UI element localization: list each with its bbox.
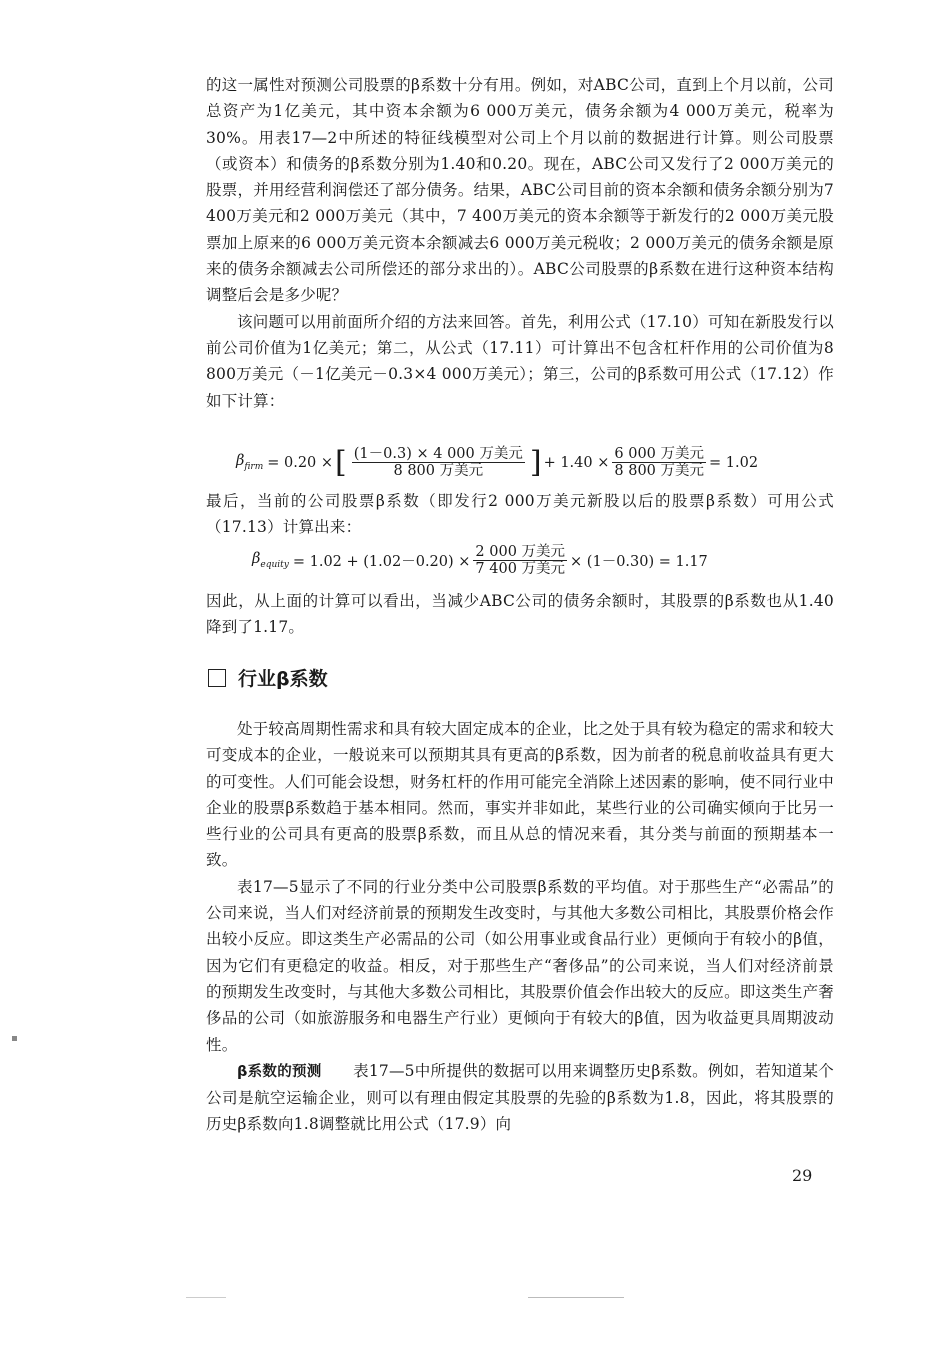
fraction-debt-equity [473,544,567,577]
paragraph-2: 该问题可以用前面所介绍的方法来回答。首先，利用公式（17.10）可知在新股发行以前公司价值为1亿美元；第二，从公式（17.11）可计算出不包含杠杆作用的公司价值为8 800万美元（－1亿美元－0.3×4 000万美元）；第三，公司的β系数可用公式（17.12）作如下计算： [206,312,834,410]
equation-term-a: = 1.02 + (1.02－0.20) × [292,554,471,570]
paragraph-1: 的这一属性对预测公司股票的β系数十分有用。例如，对ABC公司，直到上个月以前，公司总资产为1亿美元，其中资本余额为6 000万美元，债务余额为4 000万美元，税率为30%。用表17—2中所述的特征线模型对公司上个月以前的数据进行计算。则公司股票（或资本）和债务的β系数分别为1.40和0.20。现在，ABC公司又发行了2 000万美元的股票，并用经营利润偿还了部分债务。结果，ABC公司目前的资本余额和债务余额分别为7 400万美元和2 000万美元（其中，7 400万美元的资本余额等于新发行的2 000万美元股票加上原来的6 000万美元资本余额减去6 000万美元税收；2 000万美元的债务余额是原来的债务余额减去公司所偿还的部分求出的）。ABC公司股票的β系数在进行这种资本结构调整后会是多少呢？ [206,76,834,305]
paragraph-5: 处于较高周期性需求和具有较大固定成本的企业，比之处于具有较为稳定的需求和较大可变成本的企业，一般说来可以预期其具有更高的β系数，因为前者的税息前收益具有更大的可变性。人们可能会设想，财务杠杆的作用可能完全消除上述因素的影响，使不同行业中企业的股票β系数趋于基本相同。然而，事实并非如此，某些行业的公司确实倾向于比另一些行业的公司具有更高的股票β系数，而且从总的情况来看，其分类与前面的预期基本一致。 [206,720,835,870]
paragraph-6: 表17—5显示了不同的行业分类中公司股票β系数的平均值。对于那些生产“必需品”的公司来说，当人们对经济前景的预期发生改变时，与其他大多数公司相比，其股票价格会作出较小反应。即这类生产必需品的公司（如公用事业或食品行业）更倾向于有较小的β值，因为它们有更稳定的收益。相反，对于那些生产“奢侈品”的公司来说，当人们对经济前景的预期发生改变时，与其他大多数公司相比，其股票价值会作出较大的反应。即这类生产奢侈品的公司（如旅游服务和电器生产行业）更倾向于有较大的β值，因为收益更具周期波动性。 [206,877,835,1054]
paragraph-4: 因此，从上面的计算可以看出，当减少ABC公司的债务余额时，其股票的β系数也从1.40降到了1.17。 [206,592,834,637]
scan-line-artifact [186,1297,226,1298]
text-block-middle [206,488,834,541]
text-block-industry [206,716,834,1138]
equation-term-a: = 0.20 × [267,454,334,471]
text-block-conclusion [206,588,834,641]
equation-beta-firm [236,446,758,479]
left-bracket: [ [335,444,347,480]
right-bracket: ] [529,444,542,480]
equation-term-b: × (1－0.30) = 1.17 [570,554,708,570]
fraction-numerator: 6 000 万美元 [614,446,705,462]
scan-line-artifact [528,1297,624,1298]
subscript-equity: equity [260,559,289,570]
fraction-denominator: 7 400 万美元 [475,561,566,577]
section-heading [208,664,328,691]
paragraph-7 [206,1058,834,1138]
equation-lhs [252,551,289,570]
fraction-numerator: 2 000 万美元 [475,544,566,560]
subscript-firm: firm [244,461,264,472]
equation-term-b: + 1.40 × [543,454,610,471]
heading-box-icon [208,669,226,687]
equation-lhs [236,453,263,472]
beta-symbol: β [236,453,245,470]
paragraph-3: 最后，当前的公司股票β系数（即发行2 000万美元新股以后的股票β系数）可用公式（17.13）计算出来： [206,492,834,537]
text-block-top [206,72,834,414]
fraction-equity [612,446,706,479]
section-title: 行业β系数 [238,668,328,690]
scan-speck [12,1036,17,1041]
beta-symbol: β [252,551,261,568]
fraction-denominator: 8 800 万美元 [614,463,705,479]
paragraph-lead-title: β系数的预测 [237,1063,322,1080]
fraction-denominator: 8 800 万美元 [393,463,484,479]
fraction-numerator: (1－0.3) × 4 000 万美元 [353,446,523,462]
equation-beta-equity [252,544,708,577]
fraction-debt [352,446,525,479]
page-number: 29 [792,1166,813,1185]
paragraph-7-text: 表17—5中所提供的数据可以用来调整历史β系数。例如，若知道某个公司是航空运输企业，则可以有理由假定其股票的先验的β系数为1.8，因此，将其股票的历史β系数向1.8调整就比用公式（17.9）向 [206,1061,834,1134]
equation-result: = 1.02 [709,454,759,471]
